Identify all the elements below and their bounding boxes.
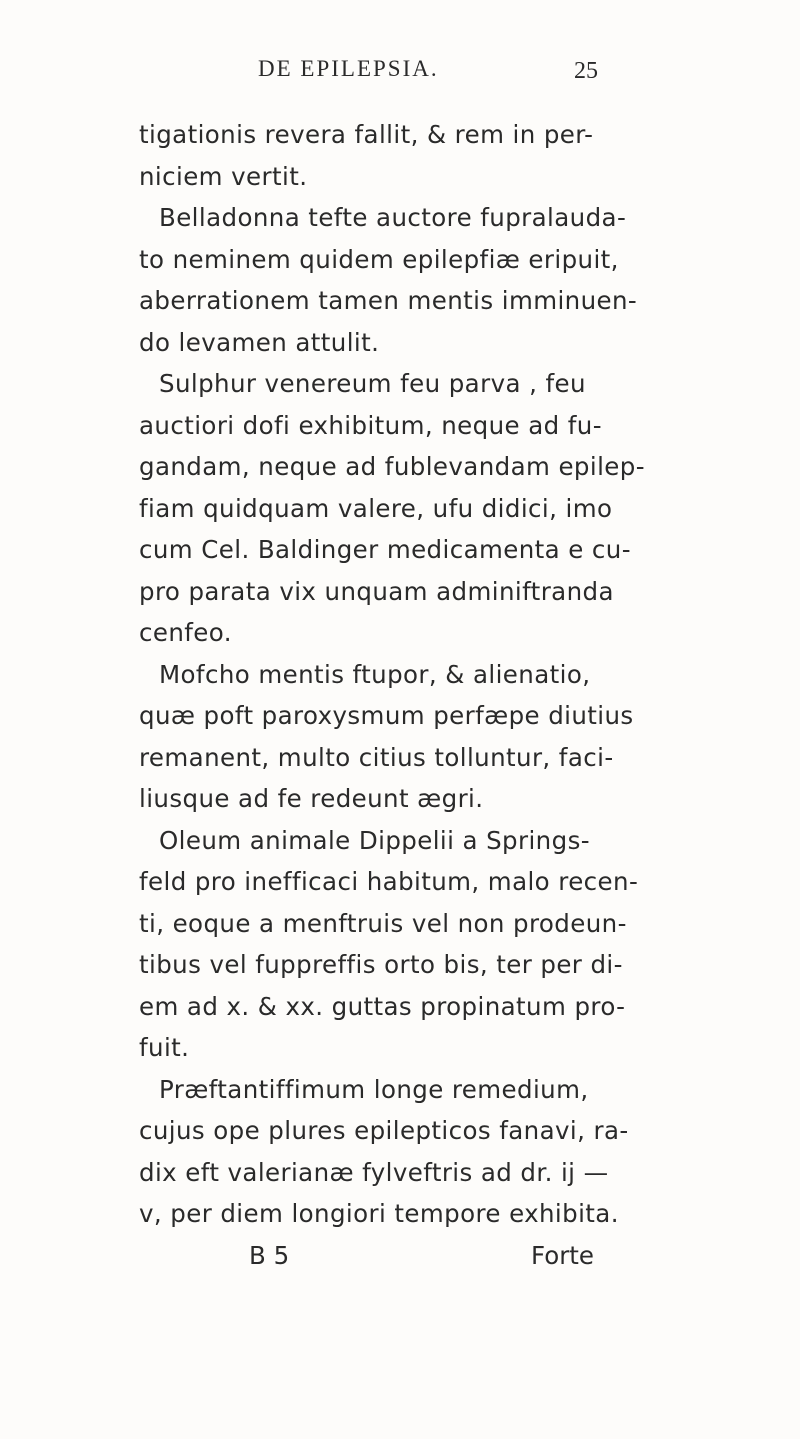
page-number: 25 (574, 58, 598, 84)
text-line: liusque ad fe redeunt ægri. (139, 784, 484, 813)
text-line: fuit. (139, 1033, 190, 1062)
text-line: remanent, multo citius tolluntur, faci- (139, 742, 614, 772)
running-head-title: DE EPILEPSIA. (258, 56, 439, 81)
text-line: quæ poft paroxysmum perfæpe diutius (139, 701, 634, 730)
text-line: fiam quidquam valere, ufu didici, imo (139, 493, 613, 523)
footer-line (139, 1235, 659, 1277)
paragraph-start-line: Sulphur venereum feu parva , feu (159, 369, 586, 398)
catchword: Forte (531, 1240, 594, 1270)
paragraph-start-line: Oleum animale Dippelii a Springs- (159, 825, 590, 855)
text-line: tibus vel fuppreffis orto bis, ter per di- (139, 950, 623, 979)
signature-mark: B 5 (249, 1240, 290, 1270)
text-line: tigationis revera fallit, & rem in per- (139, 120, 594, 149)
text-line: feld pro inefficaci habitum, malo recen- (139, 867, 639, 896)
paragraph-start-line: Præftantiffimum longe remedium, (159, 1074, 589, 1104)
text-line: ti, eoque a menftruis vel non prodeun- (139, 908, 627, 938)
paragraph-start-line: Mofcho mentis ftupor, & alienatio, (159, 659, 591, 689)
text-line: to neminem quidem epilepfiæ eripuit, (139, 244, 619, 274)
text-line: gandam, neque ad fublevandam epilep- (139, 452, 645, 481)
text-line: cujus ope plures epilepticos fanavi, ra- (139, 1116, 629, 1145)
text-line: dix eft valerianæ fylveftris ad dr. ij — (139, 1157, 609, 1187)
text-line: auctiori dofi exhibitum, neque ad fu- (139, 410, 602, 440)
paragraph-start-line: Belladonna tefte auctore fupralauda- (159, 203, 627, 232)
text-line: cenfeo. (139, 618, 232, 647)
text-line: pro parata vix unquam adminiftranda (139, 576, 614, 606)
text-line: em ad x. & xx. guttas propinatum pro- (139, 991, 626, 1021)
text-line: v, per diem longiori tempore exhibita. (139, 1199, 619, 1228)
text-line: niciem vertit. (139, 161, 308, 191)
text-line: do levamen attulit. (139, 327, 380, 357)
text-line: cum Cel. Baldinger medicamenta e cu- (139, 535, 631, 564)
text-line: aberrationem tamen mentis imminuen- (139, 286, 638, 315)
running-head (258, 52, 598, 92)
body-text (139, 114, 659, 1276)
